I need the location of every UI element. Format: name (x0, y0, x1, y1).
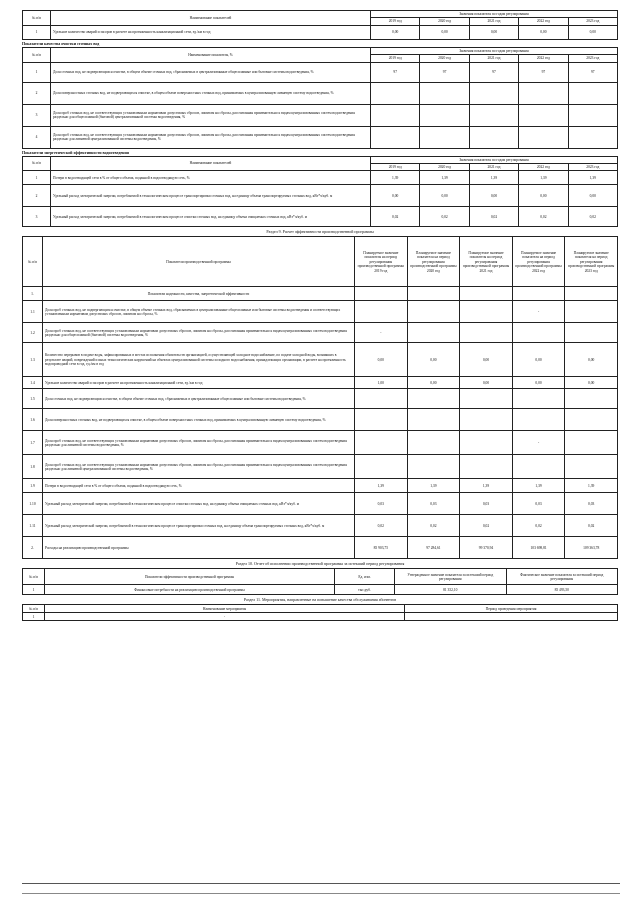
cell-value (420, 104, 469, 126)
cell-value: 97 (469, 62, 518, 82)
cell-value: 0,02 (565, 515, 618, 537)
cell-value: 0,00 (460, 343, 513, 377)
cell-value (519, 104, 568, 126)
year-header: 2023 год (568, 55, 617, 62)
row-name: Удельный расход электрической энергии, потребляемой в технологическом процессе очистки сточных вод, на единицу объема очищаемых сточных вод, кВт*ч/куб. м (43, 493, 355, 515)
cell-value: 1,39 (407, 479, 460, 493)
cell-value: 109 363,78 (565, 537, 618, 559)
row-name: Доля проб сточных вод, не соответствующих установленным нормативам допустимых сбросов, лимитам на сбросы, рассчитанная применительно к видам централизованных систем водоотведения раздельно для общесплавной (бытовой) системы водоотведения, % (43, 323, 355, 343)
col-num-header: № п/п (23, 156, 51, 171)
cell-value: 0,03 (460, 493, 513, 515)
cell-value: 1,00 (355, 377, 408, 389)
table-row (23, 613, 618, 621)
cell-value (407, 431, 460, 455)
cell-value (460, 431, 513, 455)
row-num: 1 (23, 171, 51, 185)
cell-value: 0,00 (568, 185, 617, 207)
cell-value: 97 (519, 62, 568, 82)
cell-value: 0,03 (407, 493, 460, 515)
row-num: 1.10 (23, 493, 43, 515)
cell-value: 1,39 (460, 479, 513, 493)
cell-value (407, 409, 460, 431)
cell-value: 0,00 (469, 25, 518, 39)
cell-value (371, 82, 420, 104)
year-header: 2022 год (519, 55, 568, 62)
col-name-header: Показатели производственной программы (43, 237, 355, 287)
cell-value: 0,00 (565, 343, 618, 377)
cell-value (568, 126, 617, 148)
row-num: 1.2 (23, 323, 43, 343)
cell-value (512, 389, 565, 409)
row-name: - (45, 613, 405, 621)
cell-value (355, 409, 408, 431)
cell-value (512, 323, 565, 343)
row-name: Доля поверхностных сточных вод, не подвергающихся очистке, в общем объеме поверхностных сточных вод, принимаемых в централизованную ливневую систему водоотведения, % (51, 82, 371, 104)
table-row (23, 389, 618, 409)
cell-value (568, 82, 617, 104)
cell-value: 0,00 (407, 377, 460, 389)
row-num: 1.11 (23, 515, 43, 537)
row-name: Финансовые потребности на реализацию производственной программы (45, 585, 335, 595)
cell-value: 0,00 (512, 377, 565, 389)
cell-value (565, 455, 618, 479)
cell-value (512, 455, 565, 479)
cell-value: 1,39 (355, 479, 408, 493)
row-name: Доля сточных вод, не подвергающихся очистке, в общем объеме сточных вод, сбрасываемых в централизованные общесплавные или бытовые системы водоотведения, % (43, 389, 355, 409)
table-row (23, 537, 618, 559)
cell-value (460, 409, 513, 431)
cell-value: 0,00 (519, 185, 568, 207)
cell-value: 103 698,81 (512, 537, 565, 559)
section-caption: Раздел 10. Отчет об исполнении производственной программы за истекший период регулирования (235, 561, 405, 567)
cell-value: 85 903,75 (355, 537, 408, 559)
cell-value (407, 301, 460, 323)
col-num-header: № п/п (23, 605, 45, 613)
row-unit: тыс.руб. (335, 585, 395, 595)
cell-value (512, 409, 565, 431)
row-num: 1.4 (23, 377, 43, 389)
cell-value: 1,39 (512, 479, 565, 493)
row-name: Удельный расход электрической энергии, потребляемой в технологическом процессе транспортировки сточных вод, на единицу объема транспортируемых сточных вод, кВт*ч/куб. м (51, 185, 371, 207)
cell-value: - (355, 323, 408, 343)
cell-value (565, 389, 618, 409)
table-row (23, 479, 618, 493)
cell-value: 0,02 (420, 207, 469, 227)
row-name: Доля проб сточных вод, не соответствующих установленным нормативам допустимых сбросов, лимитам на сбросы, рассчитанная применительно к видам централизованных систем водоотведения раздельно для общесплавной (бытовой) централизованной системы водоотведения, % (51, 104, 371, 126)
col-name-header: Наименование показателей (51, 156, 371, 171)
table-row (23, 409, 618, 431)
row-name: Потери в водоотводящей сети в % от общего объема, поданной в водоотводящую сеть, % (51, 171, 371, 185)
reliability-table (22, 10, 618, 40)
cell-value: 0,00 (371, 185, 420, 207)
cell-value (469, 82, 518, 104)
table-row (23, 585, 618, 595)
cell-value: 0,00 (407, 343, 460, 377)
document-page (22, 10, 618, 621)
row-num: 1.7 (23, 431, 43, 455)
row-name: Доля проб сточных вод, не соответствующих установленным нормативам допустимых сбросов, лимитам на сбросы, рассчитанная применительно к видам централизованных систем водоотведения раздельно для ливневой системы водоотведения, % (43, 431, 355, 455)
table-row (23, 301, 618, 323)
cell-value: 97 (568, 62, 617, 82)
cell-value: 1,39 (420, 171, 469, 185)
table-row (23, 431, 618, 455)
cell-value: 0,00 (512, 343, 565, 377)
cell-value: 1,39 (371, 171, 420, 185)
cell-value (407, 323, 460, 343)
cell-value: 0,02 (355, 515, 408, 537)
table-row (23, 126, 618, 148)
row-num: 3 (23, 104, 51, 126)
cell-value: 0,02 (460, 515, 513, 537)
row-name: Количество перерывов в подаче воды, зафиксированных в местах исполнения обязательств организацией, осуществляющей холодное водоснабжение, по подаче холодной воды, возникших в результате аварий, повреждений и иных технологических нарушений на объектах централизованной системы холодного водоснабжения, принадлежащих организации, в расчете на протяженность водопроводной сети в год, ед./км в год (43, 343, 355, 377)
energy-efficiency-table (22, 156, 618, 228)
row-name: Доля проб сточных вод, не подвергающихся очистке, в общем объеме сточных вод, сбрасываемых в централизованные общесплавные или бытовые системы водоотведения и соответствующих установленным нормативам допустимых сбросов, лимитам на сбросы, % (43, 301, 355, 323)
cell-value: - (512, 301, 565, 323)
row-num: 1 (23, 613, 45, 621)
cell-value (355, 287, 408, 301)
table-row (23, 323, 618, 343)
table-row (23, 515, 618, 537)
cell-value: 0,00 (568, 25, 617, 39)
cell-value: 0,00 (460, 377, 513, 389)
table-row (23, 493, 618, 515)
cell-value: 0,02 (512, 515, 565, 537)
row-period (405, 613, 618, 621)
col-name-header: Наименование показателя, % (51, 47, 371, 62)
table-row (23, 104, 618, 126)
row-name: Доля проб сточных вод, не соответствующих установленным нормативам допустимых сбросов, лимитам на сбросы, рассчитанная применительно к видам централизованных систем водоотведения раздельно для ливневой централизованной системы водоотведения, % (43, 455, 355, 479)
row-plan: 81 352,10 (395, 585, 507, 595)
section-title: Показатели качества очистки сточных вод (22, 40, 100, 46)
cell-value: 1,39 (568, 171, 617, 185)
cell-value (519, 126, 568, 148)
col-period-header: Период проведения мероприятия (405, 605, 618, 613)
cell-value: 0,00 (371, 25, 420, 39)
col-unit-header: Ед. изм. (335, 569, 395, 585)
cell-value (460, 323, 513, 343)
cell-value (512, 287, 565, 301)
table-row (23, 343, 618, 377)
row-num: 2. (23, 537, 43, 559)
table-row (23, 171, 618, 185)
cell-value: 0,00 (519, 25, 568, 39)
cell-value: 0,00 (355, 343, 408, 377)
year-header: 2021 год (469, 164, 518, 171)
col-name-header: Наименование показателей (51, 11, 371, 26)
plan-header: Планируемое значение показателя на период регулирования производственной программы 2021 год (460, 237, 513, 287)
cell-value (519, 82, 568, 104)
row-fact: 85 493,50 (506, 585, 618, 595)
cell-value (407, 455, 460, 479)
year-header: 2021 год (469, 55, 518, 62)
service-measures-table (22, 604, 618, 621)
cell-value: 1,39 (565, 479, 618, 493)
row-num: 1 (23, 25, 51, 39)
row-num: 1.6 (23, 409, 43, 431)
table-row (23, 455, 618, 479)
row-name: Показатели надежности, качества, энергетической эффективности (43, 287, 355, 301)
cell-value (565, 431, 618, 455)
cell-value: 0,00 (420, 25, 469, 39)
table-row (23, 287, 618, 301)
col-num-header: № п/п (23, 569, 45, 585)
plan-header: Планируемое значение показателя на период регулирования производственной программы 2019 год (355, 237, 408, 287)
row-num: 1. (23, 287, 43, 301)
col-group-header: Значения показателя по годам регулирования (371, 156, 618, 163)
cell-value (355, 301, 408, 323)
cell-value: 0,03 (355, 493, 408, 515)
cell-value: 97 (420, 62, 469, 82)
cell-value: 0,02 (371, 207, 420, 227)
cell-value (407, 389, 460, 409)
cell-value: 0,03 (512, 493, 565, 515)
row-name: Доля сточных вод, не подвергающихся очистке, в общем объеме сточных вод, сбрасываемых в централизованные общесплавные или бытовые системы водоотведения, % (51, 62, 371, 82)
table-row (23, 25, 618, 39)
row-name: Потери в водоотводящей сети в % от общего объема, поданной в водоотводящую сеть, % (43, 479, 355, 493)
plan-header: Планируемое значение показателя на период регулирования производственной программы 2023 год (565, 237, 618, 287)
year-header: 2023 год (568, 18, 617, 25)
cell-value: 1,39 (469, 171, 518, 185)
cell-value: - (512, 431, 565, 455)
cell-value: 97 284,61 (407, 537, 460, 559)
year-header: 2022 год (519, 18, 568, 25)
table-row (23, 82, 618, 104)
row-num: 1 (23, 62, 51, 82)
year-header: 2019 год (371, 55, 420, 62)
col-num-header: № п/п (23, 47, 51, 62)
cell-value (355, 389, 408, 409)
efficiency-table (22, 236, 618, 559)
row-num: 4 (23, 126, 51, 148)
section-title: Показатели энергетической эффективности водоотведения (22, 149, 129, 155)
row-num: 2 (23, 82, 51, 104)
cell-value: 97 (371, 62, 420, 82)
col-name-header: Показатели эффективности производственной программы (45, 569, 335, 585)
year-header: 2020 год (420, 164, 469, 171)
treatment-quality-table (22, 47, 618, 149)
table-row (23, 62, 618, 82)
year-header: 2019 год (371, 164, 420, 171)
cell-value (565, 287, 618, 301)
cell-value (460, 389, 513, 409)
col-num-header: № п/п (23, 237, 43, 287)
col-num-header: № п/п (23, 11, 51, 26)
cell-value: 0,02 (568, 207, 617, 227)
row-name: Доля поверхностных сточных вод, не подвергающихся очистке, в общем объеме поверхностных сточных вод, принимаемых в централизованную ливневую систему водоотведения, % (43, 409, 355, 431)
cell-value: 0,00 (565, 377, 618, 389)
year-header: 2019 год (371, 18, 420, 25)
col-group-header: Значения показателя по годам регулирования (371, 47, 618, 54)
row-num: 3 (23, 207, 51, 227)
cell-value (371, 126, 420, 148)
page-bottom-rule (22, 893, 620, 894)
cell-value (565, 409, 618, 431)
cell-value (460, 301, 513, 323)
section-caption: Раздел 11. Мероприятия, направленные на повышение качества обслуживания абонентов (243, 597, 397, 603)
row-name: Удельное количество аварий и засоров в расчете на протяженность канализационной сети, ед./км в год (43, 377, 355, 389)
row-num: 1.5 (23, 389, 43, 409)
year-header: 2023 год (568, 164, 617, 171)
cell-value (565, 301, 618, 323)
plan-header: Планируемое значение показателя на период регулирования производственной программы 2022 год (512, 237, 565, 287)
plan-header: Планируемое значение показателя на период регулирования производственной программы 2020 год (407, 237, 460, 287)
year-header: 2020 год (420, 18, 469, 25)
table-row (23, 207, 618, 227)
row-num: 2 (23, 185, 51, 207)
table-row (23, 377, 618, 389)
row-num: 1.3 (23, 343, 43, 377)
cell-value: 0,03 (565, 493, 618, 515)
col-plan-header: Утвержденное значение показателя за истекший период регулирования (395, 569, 507, 585)
cell-value (568, 104, 617, 126)
table-row (23, 185, 618, 207)
cell-value: 0,02 (407, 515, 460, 537)
cell-value (469, 126, 518, 148)
page-bottom-rule (22, 883, 620, 884)
col-fact-header: Фактическое значение показателя за истекший период регулирования (506, 569, 618, 585)
row-num: 1.9 (23, 479, 43, 493)
cell-value (355, 455, 408, 479)
year-header: 2021 год (469, 18, 518, 25)
cell-value: 0,02 (519, 207, 568, 227)
cell-value (460, 287, 513, 301)
cell-value (371, 104, 420, 126)
col-group-header: Значения показателя по годам регулирования (371, 11, 618, 18)
row-name: Расходы на реализацию производственной программы (43, 537, 355, 559)
cell-value (460, 455, 513, 479)
row-name: Доля проб сточных вод, не соответствующих установленным нормативам допустимых сбросов, лимитам на сбросы, рассчитанная применительно к видам централизованных систем водоотведения раздельно для ливневой централизованной системы водоотведения, % (51, 126, 371, 148)
cell-value: 99 370,94 (460, 537, 513, 559)
cell-value (407, 287, 460, 301)
section-caption: Раздел 9. Расчет эффективности производственной программы (266, 229, 374, 235)
cell-value (469, 104, 518, 126)
cell-value (355, 431, 408, 455)
row-num: 1.8 (23, 455, 43, 479)
year-header: 2020 год (420, 55, 469, 62)
row-num: 1 (23, 585, 45, 595)
cell-value (565, 323, 618, 343)
cell-value: 0,00 (420, 185, 469, 207)
col-name-header: Наименование мероприятия (45, 605, 405, 613)
year-header: 2022 год (519, 164, 568, 171)
row-name: Удельное количество аварий и засоров в расчете на протяженность канализационной сети, ед./км в год (51, 25, 371, 39)
cell-value: 1,39 (519, 171, 568, 185)
row-name: Удельный расход электрической энергии, потребляемой в технологическом процессе транспортировки сточных вод, на единицу объема транспортируемых сточных вод, кВт*ч/куб. м (43, 515, 355, 537)
row-name: Удельный расход электрической энергии, потребляемой в технологическом процессе очистки сточных вод, на единицу объема очищаемых сточных вод, кВт*ч/куб. м (51, 207, 371, 227)
cell-value: 0,00 (469, 185, 518, 207)
cell-value (420, 126, 469, 148)
cell-value: 0,02 (469, 207, 518, 227)
row-num: 1.1 (23, 301, 43, 323)
cell-value (420, 82, 469, 104)
execution-report-table (22, 568, 618, 595)
